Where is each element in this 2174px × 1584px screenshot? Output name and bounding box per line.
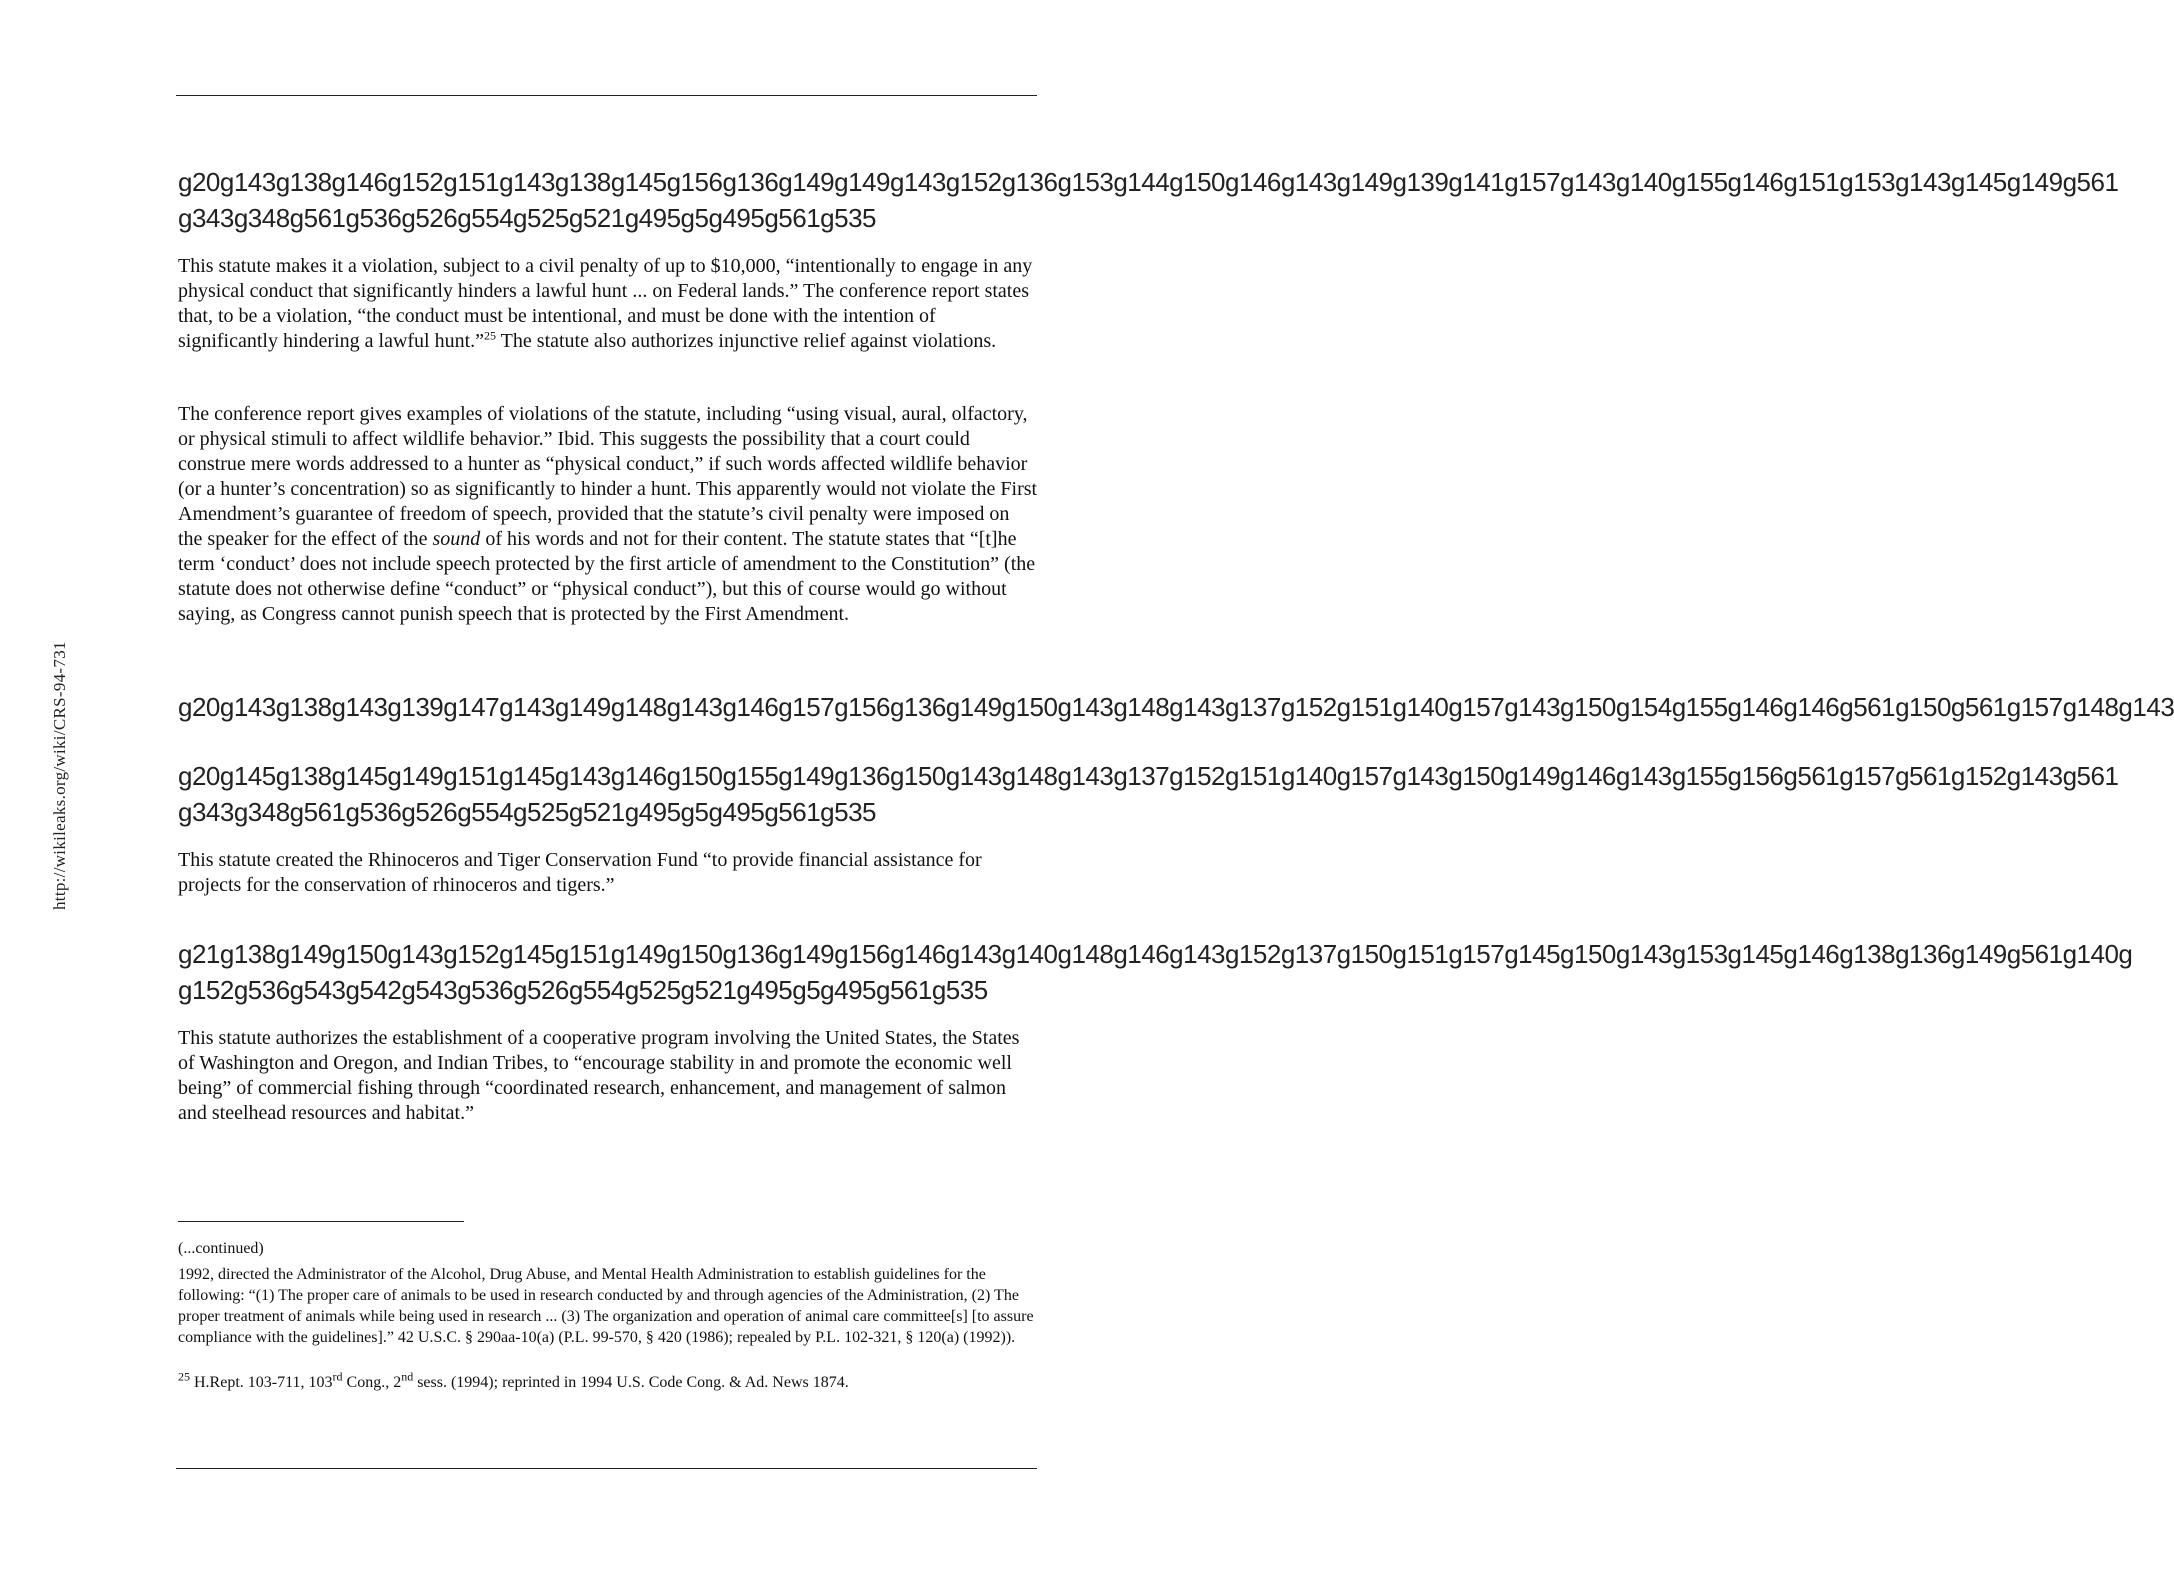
- paragraph-text: of his words and not for their content. The statute states that “[t]he term ‘conduct’ does not include speech protected by the first article of amendment to the Constitution” (the statute does not otherwise define “conduct” or “physical conduct”), but this of course would go without saying, as Congress cannot punish speech that is protected by the First Amendment.: [178, 528, 1036, 625]
- paragraph-text: The conference report gives examples of violations of the statute, including “using visual, aural, olfactory, or physical stimuli to affect wildlife behavior.” Ibid. This suggests the possibility that a court could construe mere words addressed to a hunter as “physical conduct,” if such words affected wildlife behavior (or a hunter’s concentration) so as significantly to hinder a hunt. This apparently would not violate the First Amendment’s guarantee of freedom of speech, provided that the statute’s civil penalty were imposed on the speaker for the effect of the: [178, 403, 1038, 550]
- footnote-rule: [178, 1221, 464, 1222]
- footnote-text: H.Rept. 103-711, 103: [190, 1374, 333, 1391]
- paragraph: [178, 254, 1038, 354]
- emphasis: sound: [432, 528, 481, 550]
- footnote-continued-label: (...continued): [178, 1240, 264, 1257]
- section-heading-line: g20g143g138g146g152g151g143g138g145g156g136g149g149g143g152g136g153g144g150g146g143g149g139g141g157g143g140g155g146g151g153g143g145g149g561: [178, 167, 2119, 197]
- paragraph: This statute authorizes the establishment of a cooperative program involving the United States, the States of Washington and Oregon, and Indian Tribes, to “encourage stability in and promote the economic well being” of commercial fishing through “coordinated research, enhancement, and management of salmon and steelhead resources and habitat.”: [178, 1027, 1020, 1124]
- footnote-text: Cong., 2: [342, 1374, 402, 1391]
- footnote-25: [178, 1369, 1038, 1393]
- footnote-text: sess. (1994); reprinted in 1994 U.S. Code Cong. & Ad. News 1874.: [413, 1374, 849, 1391]
- paragraph: This statute created the Rhinoceros and Tiger Conservation Fund “to provide financial assistance for projects for the conservation of rhinoceros and tigers.”: [178, 849, 982, 896]
- side-url: http://wikileaks.org/wiki/CRS-94-731: [50, 641, 69, 910]
- footnote-number: 25: [178, 1369, 190, 1384]
- section-heading-line: g21g138g149g150g143g152g145g151g149g150g136g149g156g146g143g140g148g146g143g152g137g150g151g157g145g150g143g153g145g146g138g136g149g561g140g: [178, 939, 2133, 969]
- header-rule: [176, 95, 1037, 96]
- section-heading-line: g20g145g138g145g149g151g145g143g146g150g155g149g136g150g143g148g143g137g152g151g140g157g143g150g149g146g143g155g156g561g157g561g152g143g561: [178, 761, 2119, 791]
- footnote-ref: 25: [484, 328, 497, 343]
- section-heading-line: g20g143g138g143g139g147g143g149g148g143g146g157g156g136g149g150g143g148g143g137g152g151g140g157g143g150g154g155g146g146g561g150g561g157g148g143: [178, 692, 2174, 722]
- footer-rule: [176, 1468, 1037, 1469]
- footnote-24-continued: 1992, directed the Administrator of the Alcohol, Drug Abuse, and Mental Health Administration to establish guidelines for the following: “(1) The proper care of animals to be used in research conducted by and through agencies of the Administration, (2) The proper treatment of animals while being used in research ... (3) The organization and operation of animal care committee[s] [to assure compliance with the guidelines].” 42 U.S.C. § 290aa-10(a) (P.L. 99-570, § 420 (1986); repealed by P.L. 102-321, § 120(a) (1992)).: [178, 1266, 1034, 1346]
- ordinal-suffix: nd: [401, 1369, 414, 1384]
- section-heading-line: g343g348g561g536g526g554g525g521g495g5g495g561g535: [178, 203, 876, 233]
- section-heading-line: g152g536g543g542g543g536g526g554g525g521g495g5g495g561g535: [178, 975, 988, 1005]
- section-heading-line: g343g348g561g536g526g554g525g521g495g5g495g561g535: [178, 797, 876, 827]
- paragraph-text: This statute makes it a violation, subject to a civil penalty of up to $10,000, “intentionally to engage in any physical conduct that significantly hinders a lawful hunt ... on Federal lands.” The conference report states that, to be a violation, “the conduct must be intentional, and must be done with the intention of significantly hindering a lawful hunt.”: [178, 255, 1033, 352]
- paragraph-text: The statute also authorizes injunctive relief against violations.: [496, 330, 997, 352]
- paragraph: [178, 402, 1038, 627]
- ordinal-suffix: rd: [332, 1369, 343, 1384]
